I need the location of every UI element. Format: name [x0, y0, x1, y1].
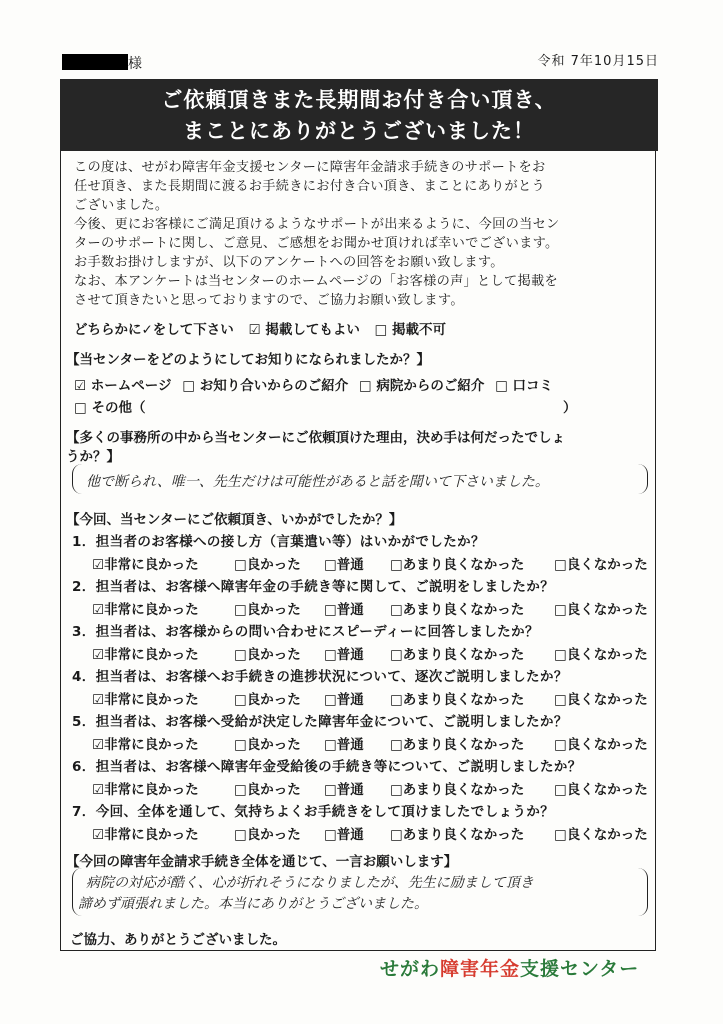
answer-row-3	[92, 643, 648, 663]
option-homepage[interactable]: ☑ ホームページ	[74, 378, 172, 394]
publish-no-checkbox[interactable]: □ 掲載不可	[374, 322, 446, 338]
answer-bad[interactable]: □良くなかった	[554, 782, 648, 798]
redacted-name	[62, 54, 128, 70]
intro-line: この度は、せがわ障害年金支援センターに障害年金請求手続きのサポートをお	[74, 160, 546, 175]
option-acquaintance[interactable]: □ お知り合いからのご紹介	[182, 378, 349, 394]
section4-heading: 【今回の障害年金請求手続き全体を通じて、一言お願いします】	[66, 854, 458, 870]
section4-handwritten-line-2: 諦めず頑張れました。本当にありがとうございました。	[78, 896, 428, 912]
issue-date: 令和 7年10月15日	[537, 54, 659, 69]
publish-choice	[74, 318, 456, 338]
answer-average[interactable]: □普通	[324, 737, 364, 753]
intro-line: させて頂きたいと思っておりますので、ご協力お願い致します。	[74, 293, 464, 308]
answer-bad[interactable]: □良くなかった	[554, 737, 648, 753]
option-word-of-mouth[interactable]: □ 口コミ	[495, 378, 554, 394]
answer-bad[interactable]: □良くなかった	[554, 557, 648, 573]
answer-average[interactable]: □普通	[324, 647, 364, 663]
question-3: 3．担当者は、お客様からの問い合わせにスピーディーに回答しましたか？	[72, 624, 539, 640]
section2-heading-2: うか？】	[66, 449, 120, 465]
intro-line: 任せ頂き、また長期間に渡るお手続きにお付き合い頂き、まことにありがとう	[74, 179, 546, 194]
answer-row-2	[92, 598, 648, 618]
question-2: 2．担当者は、お客様へ障害年金の手続き等に関して、ご説明をしましたか？	[72, 579, 555, 595]
answer-bad[interactable]: □良くなかった	[554, 827, 648, 843]
answer-very-good[interactable]: ☑非常に良かった	[92, 827, 199, 843]
title-banner	[60, 79, 658, 151]
logo-part-shien-center: 支援センター	[520, 958, 640, 980]
other-close-paren: ）	[563, 400, 577, 416]
question-7: 7．今回、全体を通して、気持ちよくお手続きをして頂けましたでしょうか？	[72, 804, 555, 820]
answer-good[interactable]: □良かった	[234, 692, 301, 708]
answer-not-so-good[interactable]: □あまり良くなかった	[390, 602, 525, 618]
answer-row-4	[92, 688, 648, 708]
section3-heading: 【今回、当センターにご依頼頂き、いかがでしたか？】	[66, 512, 403, 528]
banner-line-1: ご依頼頂きまた長期間お付き合い頂き、	[161, 88, 557, 112]
answer-bad[interactable]: □良くなかった	[554, 602, 648, 618]
answer-row-7	[92, 823, 648, 843]
answer-very-good[interactable]: ☑非常に良かった	[92, 602, 199, 618]
intro-line: お手数お掛けしますが、以下のアンケートへの回答をお願い致します。	[74, 255, 504, 270]
banner-line-2: まことにありがとうございました！	[183, 119, 535, 143]
logo-part-nenkin: 年金	[480, 958, 521, 980]
answer-good[interactable]: □良かった	[234, 827, 301, 843]
section1-other	[74, 396, 151, 416]
question-1: 1．担当者のお客様への接し方（言葉遣い等）はいかがでしたか？	[72, 534, 485, 550]
answer-average[interactable]: □普通	[324, 602, 364, 618]
answer-not-so-good[interactable]: □あまり良くなかった	[390, 782, 525, 798]
answer-good[interactable]: □良かった	[234, 782, 301, 798]
publish-yes-checkbox[interactable]: ☑ 掲載してもよい	[248, 322, 360, 338]
answer-not-so-good[interactable]: □あまり良くなかった	[390, 647, 525, 663]
closing-thanks: ご協力、ありがとうございました。	[70, 932, 286, 948]
answer-good[interactable]: □良かった	[234, 647, 301, 663]
answer-not-so-good[interactable]: □あまり良くなかった	[390, 737, 525, 753]
answer-not-so-good[interactable]: □あまり良くなかった	[390, 557, 525, 573]
intro-line: 今後、更にお客様にご満足頂けるようなサポートが出来るように、今回の当セン	[74, 217, 560, 232]
publish-prompt: どちらかに✓をして下さい	[74, 322, 234, 338]
intro-line: ターのサポートに関し、ご意見、ご感想をお聞かせ頂ければ幸いでございます。	[74, 236, 559, 251]
answer-good[interactable]: □良かった	[234, 602, 301, 618]
section2-heading-1: 【多くの事務所の中から当センターにご依頼頂けた理由，決め手は何だったでしょ	[66, 430, 565, 446]
answer-not-so-good[interactable]: □あまり良くなかった	[390, 692, 525, 708]
intro-text	[74, 158, 654, 310]
recipient-suffix: 様	[128, 56, 142, 72]
answer-average[interactable]: □普通	[324, 692, 364, 708]
intro-line: なお、本アンケートは当センターのホームページの「お客様の声」として掲載を	[74, 274, 558, 289]
answer-average[interactable]: □普通	[324, 827, 364, 843]
answer-row-5	[92, 733, 648, 753]
answer-row-1	[92, 553, 648, 573]
answer-good[interactable]: □良かった	[234, 557, 301, 573]
option-hospital[interactable]: □ 病院からのご紹介	[358, 378, 485, 394]
answer-good[interactable]: □良かった	[234, 737, 301, 753]
question-6: 6．担当者は、お客様へ障害年金受給後の手続き等について、ご説明しましたか？	[72, 759, 582, 775]
answer-very-good[interactable]: ☑非常に良かった	[92, 737, 199, 753]
option-other[interactable]: □ その他（	[74, 400, 146, 416]
answer-very-good[interactable]: ☑非常に良かった	[92, 557, 199, 573]
question-4: 4．担当者は、お客様へお手続きの進捗状況について、逐次ご説明しましたか？	[72, 669, 568, 685]
section2-handwritten-answer: 他で断られ、唯一、先生だけは可能性があると話を聞いて下さいました。	[86, 474, 549, 490]
answer-very-good[interactable]: ☑非常に良かった	[92, 782, 199, 798]
logo-part-shougai: 障害	[440, 958, 481, 980]
section1-heading: 【当センターをどのようにしてお知りになられましたか？】	[66, 352, 430, 368]
intro-line: ございました。	[74, 198, 169, 213]
section4-handwritten-line-1: 病院の対応が酷く、心が折れそうになりましたが、先生に励まして頂き	[86, 875, 534, 891]
answer-bad[interactable]: □良くなかった	[554, 647, 648, 663]
answer-very-good[interactable]: ☑非常に良かった	[92, 692, 199, 708]
section1-options	[74, 374, 559, 394]
logo-part-segawa: せがわ	[380, 958, 441, 980]
question-5: 5．担当者は、お客様へ受給が決定した障害年金について、ご説明しましたか？	[72, 714, 568, 730]
answer-bad[interactable]: □良くなかった	[554, 692, 648, 708]
center-logo-text	[380, 954, 639, 981]
answer-average[interactable]: □普通	[324, 557, 364, 573]
answer-not-so-good[interactable]: □あまり良くなかった	[390, 827, 525, 843]
answer-row-6	[92, 778, 648, 798]
answer-average[interactable]: □普通	[324, 782, 364, 798]
answer-very-good[interactable]: ☑非常に良かった	[92, 647, 199, 663]
